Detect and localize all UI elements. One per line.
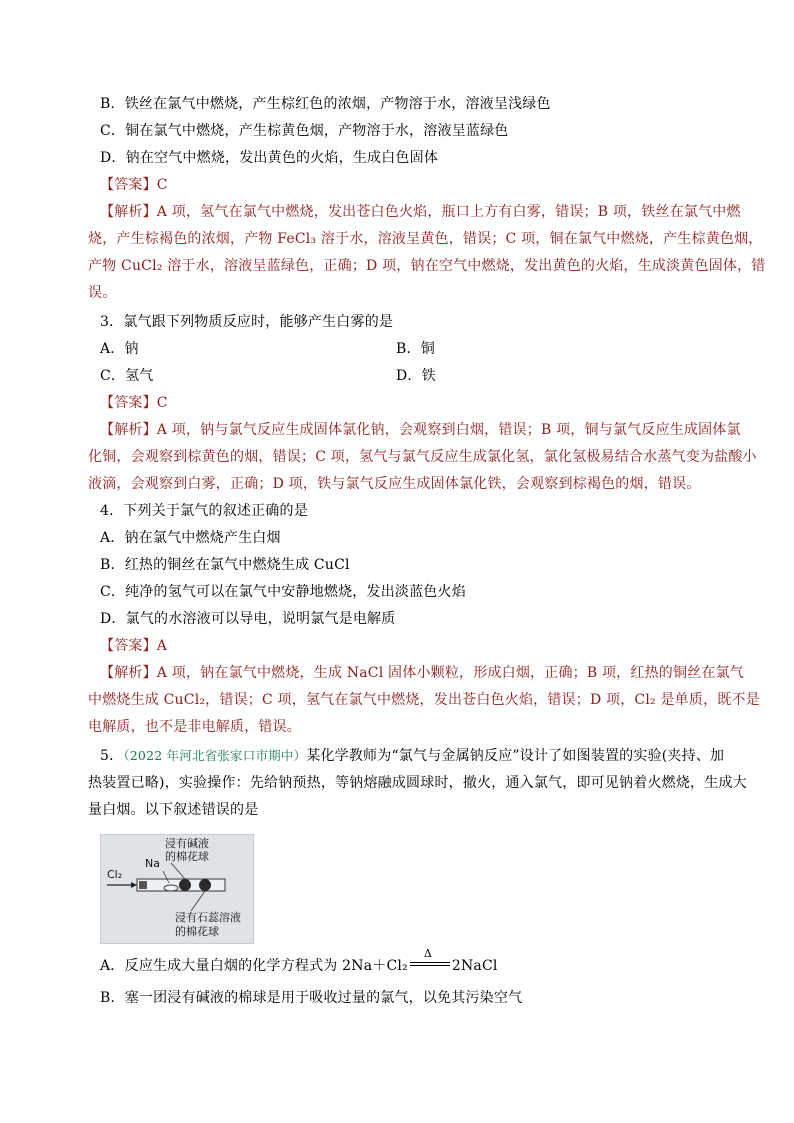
figure-label-top-2: 的棉花球 (165, 850, 209, 863)
q3-answer: 【答案】C (100, 395, 168, 411)
q2-analysis-line-1: 【解析】A 项，氢气在氯气中燃烧，发出苍白色火焰，瓶口上方有白雾，错误；B 项，铁丝在氯气中燃 (100, 204, 741, 220)
q2-option-d: D．钠在空气中燃烧，发出黄色的火焰，生成白色固体 (100, 150, 439, 166)
q4-option-d: D．氯气的水溶液可以导电，说明氯气是电解质 (100, 611, 396, 627)
q3-options-row-1 (100, 341, 714, 357)
figure-label-cl2: Cl₂ (107, 868, 123, 881)
q3-option-d: D．铁 (396, 368, 436, 384)
q5-stem-line-2: 热装置已略)，实验操作：先给钠预热，等钠熔融成圆球时，撤火，通入氯气，即可见钠着火燃烧，生成大 (88, 775, 747, 791)
q5-stem-line-3: 量白烟。以下叙述错误的是 (88, 802, 259, 818)
arrow-head (131, 882, 137, 888)
figure-label-na: Na (145, 857, 160, 870)
q3-stem: 3．氯气跟下列物质反应时，能够产生白雾的是 (100, 314, 394, 330)
q4-stem: 4．下列关于氯气的叙述正确的是 (100, 503, 308, 519)
q3-analysis-line-2: 化铜，会观察到棕黄色的烟，错误；C 项，氢气与氯气反应生成氯化氢，氯化氢极易结合水蒸气变为盐酸小 (88, 449, 757, 465)
stopper (139, 881, 147, 889)
q4-answer: 【答案】A (100, 638, 168, 654)
q5-option-a-suffix: 2NaCl (451, 958, 498, 974)
apparatus-figure (100, 834, 254, 944)
q5-stem-text-1: 某化学教师为“氯气与金属钠反应”设计了如图装置的实验(夹持、加 (306, 748, 725, 764)
q5-stem-line-1 (100, 748, 725, 764)
pointer-bottom (191, 891, 205, 911)
q2-analysis-line-4: 误。 (88, 285, 117, 301)
figure-label-bottom-2: 的棉花球 (175, 925, 219, 938)
cotton-ball-alkali (179, 879, 191, 891)
q3-analysis-line-1: 【解析】A 项，钠与氯气反应生成固体氯化钠，会观察到白烟，错误；B 项，铜与氯气反应生成固体氯 (100, 422, 741, 438)
q3-options-row-2 (100, 368, 714, 384)
q5-source: （2022 年河北省张家口市期中） (123, 748, 307, 763)
q3-analysis-line-3: 液滴，会观察到白雾，正确；D 项，铁与氯气反应生成固体氯化铁，会观察到棕褐色的烟，错误。 (88, 476, 701, 492)
heat-symbol: Δ (423, 947, 433, 960)
figure-label-bottom-1: 浸有石蕊溶液 (175, 911, 241, 924)
q2-option-c: C．铜在氯气中燃烧，产生棕黄色烟，产物溶于水，溶液呈蓝绿色 (100, 123, 509, 139)
figure-label-top-1: 浸有碱液 (165, 837, 209, 850)
q2-analysis-line-2: 烧，产生棕褐色的浓烟，产物 FeCl₃ 溶于水，溶液呈黄色，错误；C 项，铜在氯气中燃烧，产生棕黄色烟， (88, 231, 763, 247)
q3-option-c: C．氢气 (100, 368, 154, 384)
q3-option-a: A．钠 (100, 341, 139, 357)
q5-option-b: B．塞一团浸有碱液的棉球是用于吸收过量的氯气，以免其污染空气 (100, 990, 523, 1006)
pointer-top (171, 863, 185, 879)
q3-option-b: B．铜 (396, 341, 435, 357)
q5-option-a-prefix: A．反应生成大量白烟的化学方程式为 2Na＋Cl₂ (100, 958, 408, 974)
q2-analysis-line-3: 产物 CuCl₂ 溶于水，溶液呈蓝绿色，正确；D 项，钠在空气中燃烧，发出黄色的火焰，生成淡黄色固体，错 (88, 258, 766, 274)
q4-analysis-line-2: 中燃烧生成 CuCl₂，错误；C 项，氢气在氯气中燃烧，发出苍白色火焰，错误；D 项，Cl₂ 是单质，既不是 (88, 692, 760, 708)
cotton-ball-litmus (199, 879, 211, 891)
q4-analysis-line-1: 【解析】A 项，钠在氯气中燃烧，生成 NaCl 固体小颗粒，形成白烟，正确；B 项，红热的铜丝在氯气 (100, 665, 744, 681)
q4-option-c: C．纯净的氢气可以在氯气中安静地燃烧，发出淡蓝色火焰 (100, 584, 466, 600)
q4-analysis-line-3: 电解质，也不是非电解质，错误。 (88, 719, 301, 735)
q2-option-b: B．铁丝在氯气中燃烧，产生棕红色的浓烟，产物溶于水，溶液呈浅绿色 (100, 96, 551, 112)
q4-option-b: B．红热的铜丝在氯气中燃烧生成 CuCl (100, 557, 350, 573)
q4-option-a: A．钠在氯气中燃烧产生白烟 (100, 530, 281, 546)
q2-answer: 【答案】C (100, 177, 168, 193)
q5-number: 5． (100, 748, 124, 764)
q5-option-a (100, 947, 714, 974)
reaction-condition (408, 947, 452, 972)
